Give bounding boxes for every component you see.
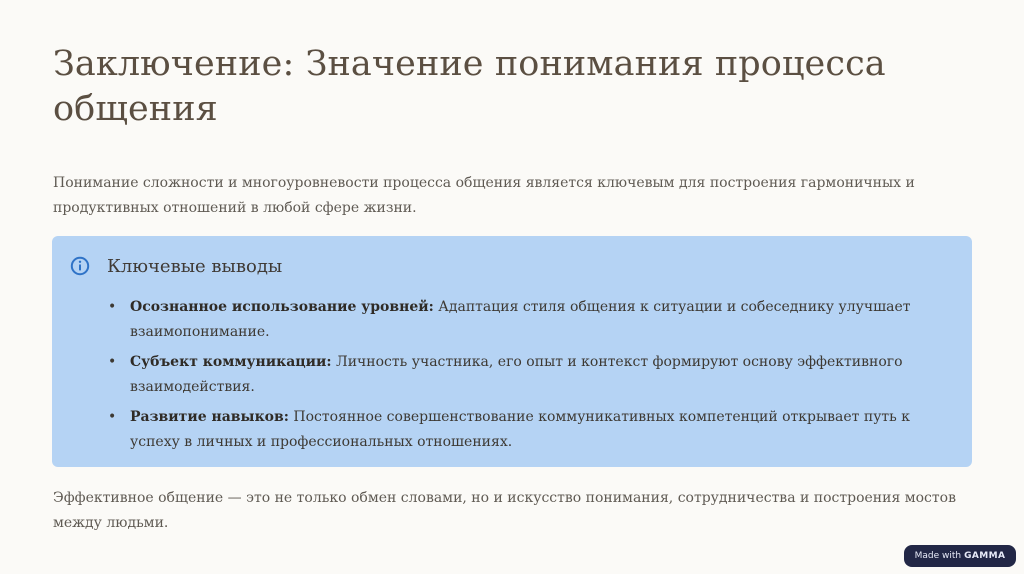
list-item-title: Субъект коммуникации: [130, 354, 332, 370]
gamma-logo-text: GAMMA [964, 551, 1006, 561]
callout-heading: Ключевые выводы [107, 256, 283, 277]
made-with-gamma-badge[interactable] [904, 545, 1016, 567]
info-icon [70, 256, 90, 276]
list-item-title: Осознанное использование уровней: [130, 299, 434, 315]
slide-title: Заключение: Значение понимания процесса общения [53, 44, 886, 129]
bullet-icon: • [108, 299, 117, 315]
key-conclusions-callout [52, 236, 972, 467]
list-item-text: Постоянное совершенствование коммуникативных компетенций открывает путь к успеху в личных и профессиональных отношениях. [130, 409, 911, 450]
list-item [108, 350, 940, 400]
list-item [108, 295, 940, 345]
list-item-text: Адаптация стиля общения к ситуации и собеседнику улучшает взаимопонимание. [130, 299, 911, 340]
bullet-icon: • [108, 354, 117, 370]
bullet-icon: • [108, 409, 117, 425]
badge-prefix: Made with [914, 551, 962, 561]
closing-paragraph: Эффективное общение — это не только обмен словами, но и искусство понимания, сотрудничества и построения мостов между людьми. [53, 490, 956, 531]
intro-paragraph: Понимание сложности и многоуровневости процесса общения является ключевым для построения гармоничных и продуктивных отношений в любой сфере жизни. [53, 175, 915, 216]
list-item-text: Личность участника, его опыт и контекст формируют основу эффективного взаимодействия. [130, 354, 903, 395]
list-item [108, 405, 940, 455]
conclusions-list [108, 295, 940, 460]
list-item-title: Развитие навыков: [130, 409, 289, 425]
